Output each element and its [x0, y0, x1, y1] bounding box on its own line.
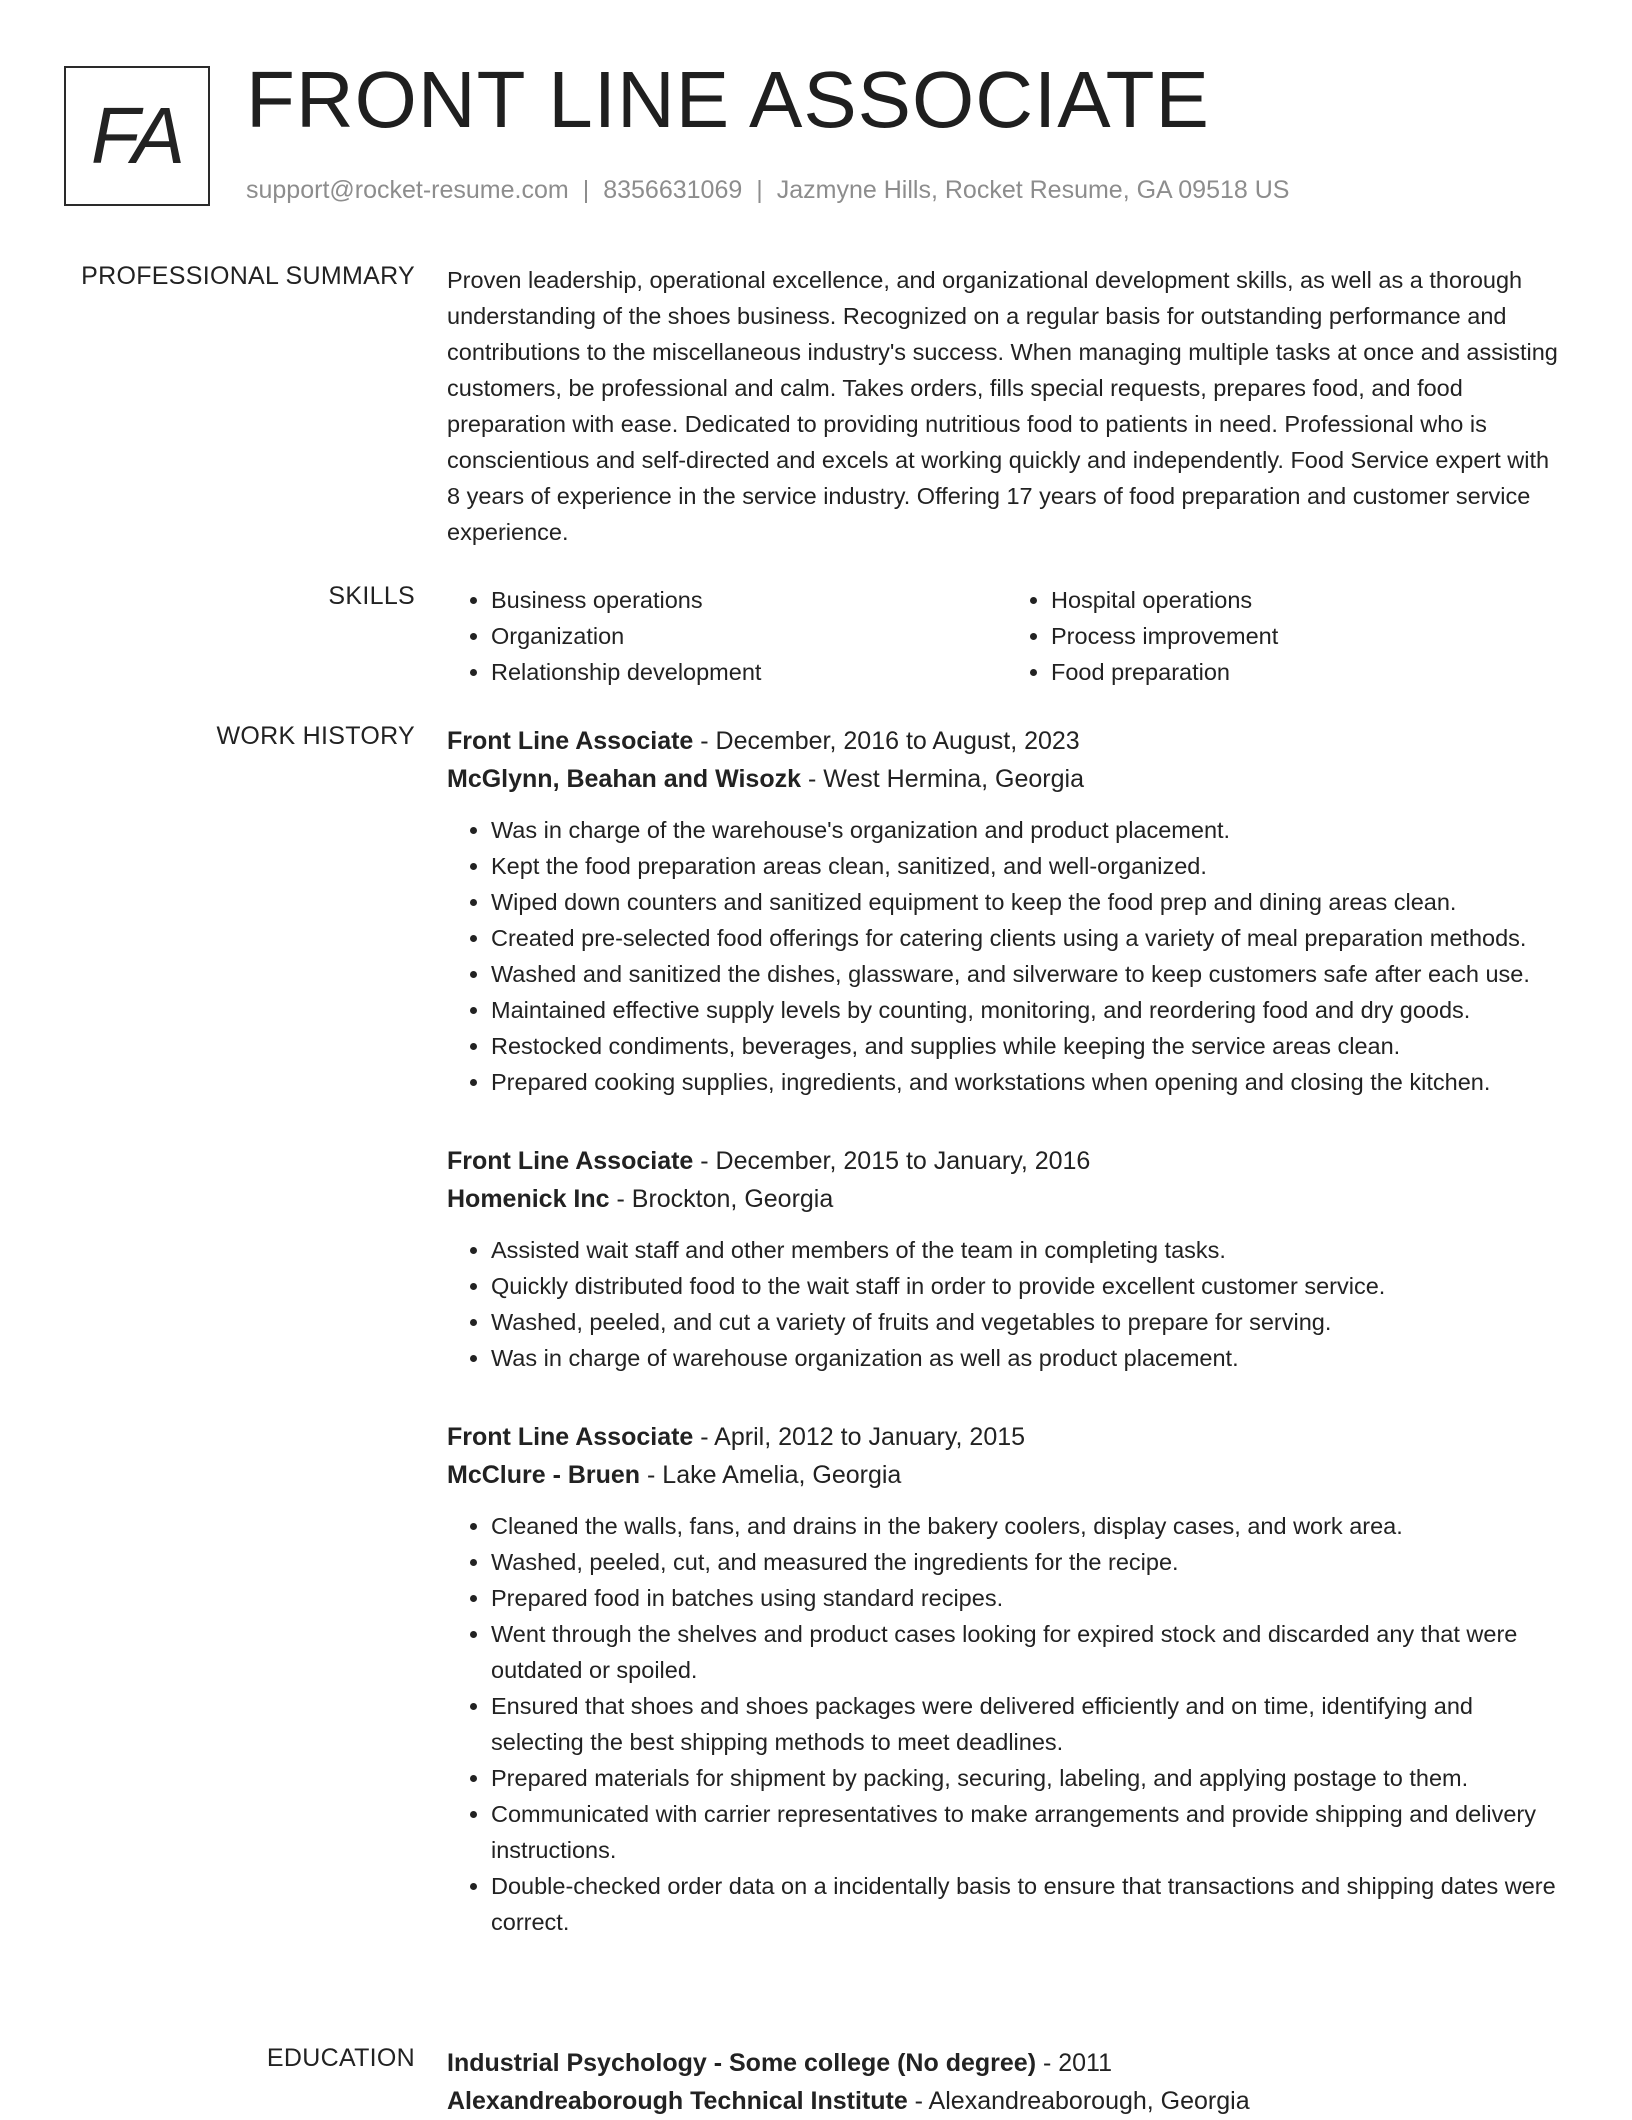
job-location: - Brockton, Georgia	[609, 1185, 834, 1213]
contact-separator: |	[582, 176, 590, 204]
job-duty: • Was in charge of the warehouse's organization and product placement.	[491, 812, 1567, 848]
job-entry	[447, 722, 1567, 1100]
job-duty: • Was in charge of warehouse organization as well as product placement.	[491, 1340, 1567, 1376]
contact-separator: |	[756, 176, 763, 204]
contact-phone[interactable]: 8356631069	[603, 176, 743, 204]
skill-item: • Business operations	[491, 582, 1007, 618]
contact-line	[246, 174, 1289, 207]
job-title-line	[447, 1418, 1567, 1456]
education-year: - 2011	[1036, 2049, 1112, 2077]
skills-label: SKILLS	[328, 582, 415, 610]
skill-item: • Process improvement	[1051, 618, 1567, 654]
job-title: Front Line Associate	[447, 727, 694, 755]
skills-list	[447, 582, 1567, 690]
summary-label: PROFESSIONAL SUMMARY	[81, 262, 415, 290]
skill-item: • Food preparation	[1051, 654, 1567, 690]
job-title: Front Line Associate	[447, 1423, 694, 1451]
job-duty: • Wiped down counters and sanitized equipment to keep the food prep and dining areas clean.	[491, 884, 1567, 920]
monogram-box	[64, 66, 210, 206]
job-duty: • Assisted wait staff and other members of the team in completing tasks.	[491, 1232, 1567, 1268]
education-entry	[447, 2044, 1567, 2120]
education-label: EDUCATION	[266, 2044, 415, 2072]
job-title: Front Line Associate	[447, 1147, 694, 1175]
candidate-name: FRONT LINE ASSOCIATE	[246, 55, 1210, 144]
education-location: - Alexandreaborough, Georgia	[907, 2087, 1250, 2115]
job-duty: • Prepared materials for shipment by packing, securing, labeling, and applying postage to them.	[491, 1760, 1567, 1796]
job-duty: • Washed, peeled, and cut a variety of fruits and vegetables to prepare for serving.	[491, 1304, 1567, 1340]
job-duty: • Washed, peeled, cut, and measured the ingredients for the recipe.	[491, 1544, 1567, 1580]
job-duty: • Double-checked order data on a incidentally basis to ensure that transactions and shipping dates were correct.	[491, 1868, 1567, 1940]
job-duty: • Kept the food preparation areas clean, sanitized, and well-organized.	[491, 848, 1567, 884]
job-dates: - December, 2016 to August, 2023	[693, 727, 1080, 755]
job-title-line	[447, 722, 1567, 760]
job-duty: • Communicated with carrier representatives to make arrangements and provide shipping and delivery instructions.	[491, 1796, 1567, 1868]
job-duty: • Cleaned the walls, fans, and drains in the bakery coolers, display cases, and work area.	[491, 1508, 1567, 1544]
job-dates: - April, 2012 to January, 2015	[693, 1423, 1026, 1451]
job-duty: • Maintained effective supply levels by counting, monitoring, and reordering food and dry goods.	[491, 992, 1567, 1028]
education-degree: Industrial Psychology - Some college (No degree)	[447, 2049, 1037, 2077]
job-dates: - December, 2015 to January, 2016	[693, 1147, 1091, 1175]
job-duty: • Ensured that shoes and shoes packages were delivered efficiently and on time, identifying and selecting the best shipping methods to meet deadlines.	[491, 1688, 1567, 1760]
education-degree-line	[447, 2044, 1567, 2082]
job-duty: • Prepared cooking supplies, ingredients, and workstations when opening and closing the kitchen.	[491, 1064, 1567, 1100]
contact-email[interactable]: support@rocket-resume.com	[246, 176, 569, 204]
monogram-initials: FA	[90, 91, 184, 180]
education-school: Alexandreaborough Technical Institute	[447, 2087, 908, 2115]
job-duty: • Restocked condiments, beverages, and supplies while keeping the service areas clean.	[491, 1028, 1567, 1064]
education-school-line	[447, 2082, 1567, 2120]
job-duty: • Quickly distributed food to the wait staff in order to provide excellent customer service.	[491, 1268, 1567, 1304]
skill-item: • Hospital operations	[1051, 582, 1567, 618]
skill-item: • Relationship development	[491, 654, 1007, 690]
job-duties	[447, 1232, 1567, 1376]
job-company: McClure - Bruen	[447, 1461, 641, 1489]
job-location: - Lake Amelia, Georgia	[640, 1461, 902, 1489]
job-duty: • Went through the shelves and product cases looking for expired stock and discarded any that were outdated or spoiled.	[491, 1616, 1567, 1688]
job-duty: • Washed and sanitized the dishes, glassware, and silverware to keep customers safe after each use.	[491, 956, 1567, 992]
contact-address: Jazmyne Hills, Rocket Resume, GA 09518 US	[776, 176, 1290, 204]
skills-column-right	[1007, 582, 1567, 690]
work-history-label: WORK HISTORY	[216, 722, 415, 750]
job-company: Homenick Inc	[447, 1185, 610, 1213]
job-entry	[447, 1142, 1567, 1376]
job-entry	[447, 1418, 1567, 1940]
work-history-list	[447, 722, 1567, 1982]
job-company-line	[447, 1180, 1567, 1218]
job-duties	[447, 812, 1567, 1100]
skills-column-left	[447, 582, 1007, 690]
job-duties	[447, 1508, 1567, 1940]
summary-text: Proven leadership, operational excellence, and organizational development skills, as well as a thorough understanding of the shoes business. Recognized on a regular basis for outstanding performance and contributions to the miscellaneous industry's success. When managing multiple tasks at once and assisting customers, be professional and calm. Takes orders, fills special requests, prepares food, and food preparation with ease. Dedicated to providing nutritious food to patients in need. Professional who is conscientious and self-directed and excels at working quickly and independently. Food Service expert with 8 years of experience in the service industry. Offering 17 years of food preparation and customer service experience.	[447, 267, 1558, 545]
job-duty: • Prepared food in batches using standard recipes.	[491, 1580, 1567, 1616]
job-duty: • Created pre-selected food offerings for catering clients using a variety of meal preparation methods.	[491, 920, 1567, 956]
job-company-line	[447, 1456, 1567, 1494]
job-company-line	[447, 760, 1567, 798]
job-company: McGlynn, Beahan and Wisozk	[447, 765, 802, 793]
job-title-line	[447, 1142, 1567, 1180]
skill-item: • Organization	[491, 618, 1007, 654]
job-location: - West Hermina, Georgia	[801, 765, 1084, 793]
